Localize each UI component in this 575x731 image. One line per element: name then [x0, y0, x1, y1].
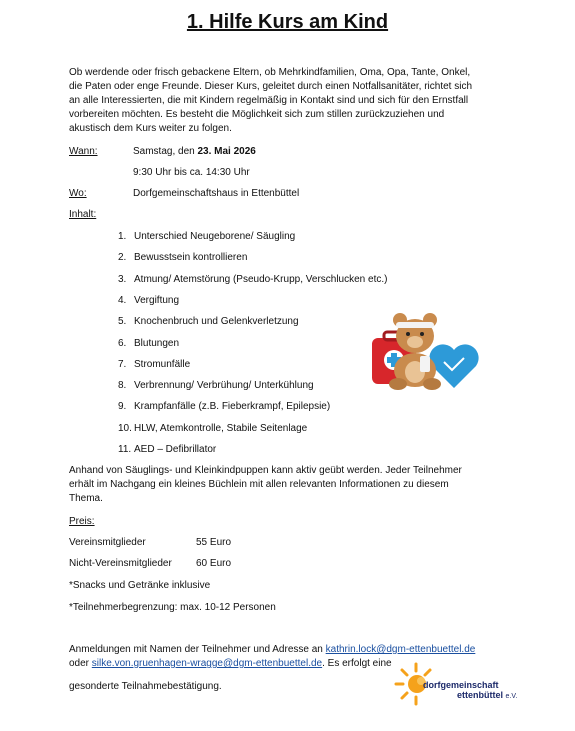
list-item-number: 9. [118, 401, 127, 413]
list-item-text: Atmung/ Atemstörung (Pseudo-Krupp, Verschlucken etc.) [134, 273, 388, 285]
list-item [118, 251, 418, 265]
list-item-number: 4. [118, 294, 127, 306]
list-item [118, 230, 418, 244]
registration-or: oder [69, 658, 92, 669]
registration-line-2 [69, 657, 509, 671]
price-name-members: Vereinsmitglieder [69, 537, 146, 548]
email-link-silke[interactable]: silke.von.gruenhagen-wragge@dgm-ettenbuettel.de [91, 658, 323, 669]
list-item-number: 6. [118, 337, 127, 349]
list-item-text: Stromunfälle [134, 358, 191, 370]
logo-line-1: dorfgemeinschaft [423, 680, 499, 690]
list-item-number: 2. [118, 252, 127, 264]
participant-limit-note: *Teilnehmerbegrenzung: max. 10-12 Personen [69, 602, 276, 613]
when-date-bold: 23. Mai 2026 [197, 146, 256, 157]
when-date-prefix: Samstag, den [133, 146, 198, 157]
email-link-kathrin[interactable]: kathrin.lock@dgm-ettenbuettel.de [325, 644, 476, 655]
list-item-number: 8. [118, 380, 127, 392]
content-label: Inhalt: [69, 209, 97, 220]
price-value-members: 55 Euro [196, 537, 232, 548]
first-aid-illustration [368, 312, 480, 392]
list-item [118, 273, 418, 287]
registration-line-1 [69, 643, 509, 657]
registration-prefix: Anmeldungen mit Namen der Teilnehmer und Adresse an [69, 644, 326, 655]
when-label: Wann: [69, 146, 98, 157]
list-item-number: 7. [118, 358, 127, 370]
when-date [133, 145, 256, 159]
list-item-number: 5. [118, 316, 127, 328]
list-item [118, 400, 418, 414]
list-item-text: Blutungen [134, 337, 180, 349]
price-name-nonmembers: Nicht-Vereinsmitglieder [69, 558, 172, 569]
logo-town: ettenbüttel [457, 690, 503, 700]
list-item-number: 3. [118, 273, 127, 285]
practice-note: Anhand von Säuglings- und Kleinkindpuppen kann aktiv geübt werden. Jeder Teilnehmer erhält im Nachgang ein kleines Büchlein mit allen relevanten Informationen zu diesem Thema. [69, 465, 462, 504]
list-item-number: 1. [118, 231, 127, 242]
prices-label: Preis: [69, 516, 95, 527]
list-item [118, 294, 418, 308]
page-title: 1. Hilfe Kurs am Kind [186, 11, 389, 33]
list-item-number: 10. [118, 422, 132, 434]
price-value-nonmembers: 60 Euro [196, 558, 232, 569]
club-logo [423, 680, 517, 702]
list-item-text: Bewusstsein kontrollieren [134, 252, 248, 264]
list-item-text: HLW, Atemkontrolle, Stabile Seitenlage [134, 422, 308, 434]
snacks-note: *Snacks und Getränke inklusive [69, 580, 211, 591]
list-item [118, 443, 418, 457]
list-item-text: Knochenbruch und Gelenkverletzung [134, 316, 299, 328]
registration-suffix: . Es erfolgt eine [322, 658, 392, 669]
logo-line-2 [423, 690, 517, 702]
list-item-text: Unterschied Neugeborene/ Säugling [134, 231, 296, 242]
registration-line-3: gesonderte Teilnahmebestätigung. [69, 681, 222, 692]
where-value: Dorfgemeinschaftshaus in Ettenbüttel [133, 188, 300, 199]
when-time: 9:30 Uhr bis ca. 14:30 Uhr [133, 167, 250, 178]
list-item-text: Vergiftung [134, 294, 180, 306]
logo-suffix: e.V. [505, 693, 518, 700]
list-item-text: Krampfanfälle (z.B. Fieberkrampf, Epilepsie) [134, 401, 331, 413]
list-item-text: Verbrennung/ Verbrühung/ Unterkühlung [134, 380, 314, 392]
intro-paragraph: Ob werdende oder frisch gebackene Eltern, ob Mehrkindfamilien, Oma, Opa, Tante, Onkel, die Paten oder enge Freunde. Dieser Kurs, geleitet durch einen Notfallsanitäter, richtet sich an alle Interessierten, die mit Kindern regelmäßig in Kontakt sind und sich für den Ernstfall vorbereiten möchten. Es besteht die Möglichkeit sich zum stillen zurückzuziehen und akustisch dem Kurs weiter zu folgen. [69, 67, 473, 134]
list-item-number: 11. [118, 444, 132, 455]
list-item [118, 422, 418, 436]
where-label: Wo: [69, 188, 87, 199]
list-item-text: AED – Defibrillator [134, 444, 217, 455]
